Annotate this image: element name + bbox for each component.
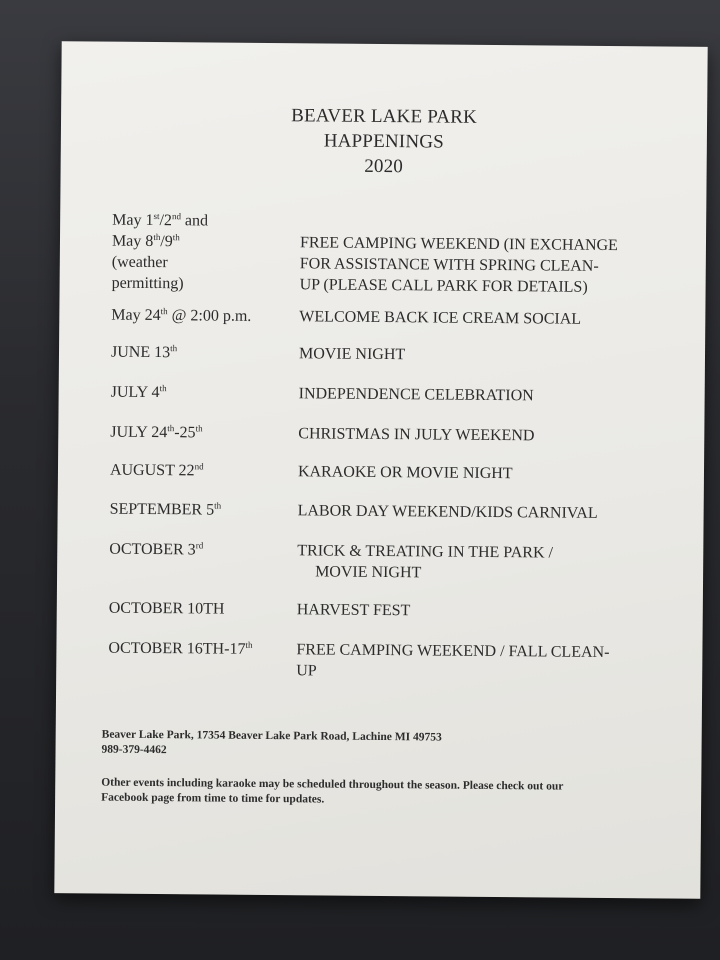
event-date: OCTOBER 3rd (109, 540, 204, 559)
event-name: MOVIE NIGHT (298, 345, 406, 364)
footer-note (101, 776, 661, 811)
event-date: May 24th @ 2:00 p.m. (111, 306, 252, 325)
event-row (58, 498, 704, 522)
event-line: FREE CAMPING WEEKEND (IN EXCHANGE (299, 234, 618, 255)
flyer-title (61, 101, 708, 182)
title-year: 2020 (364, 155, 404, 178)
event-row (59, 381, 705, 405)
title-happenings: HAPPENINGS (323, 130, 445, 153)
event-name (297, 540, 553, 584)
event-date: JULY 4th (110, 383, 167, 402)
event-name (296, 639, 609, 684)
event-line: UP (296, 662, 317, 680)
event-row (57, 538, 703, 582)
event-name: KARAOKE OR MOVIE NIGHT (297, 463, 513, 483)
event-date: OCTOBER 10TH (108, 599, 225, 618)
event-row (59, 341, 705, 364)
park-address: Beaver Lake Park, 17354 Beaver Lake Park Road, Lachine MI 49753 (101, 728, 442, 744)
event-line: UP (PLEASE CALL PARK FOR DETAILS) (299, 276, 588, 296)
note-line: Facebook page from time to time for updates. (101, 791, 325, 806)
date-line: permitting) (111, 274, 184, 293)
event-date: JULY 24th-25th (110, 423, 203, 442)
note-line: Other events including karaoke may be scheduled throughout the season. Please check out our (101, 776, 564, 793)
date-line: May 1st/2nd and (112, 211, 209, 230)
title-park-name: BEAVER LAKE PARK (291, 105, 478, 128)
park-phone: 989-379-4462 (101, 743, 167, 757)
event-name: CHRISTMAS IN JULY WEEKEND (298, 425, 535, 445)
event-name: WELCOME BACK ICE CREAM SOCIAL (299, 308, 582, 328)
event-date: SEPTEMBER 5th (109, 500, 222, 519)
date-line: May 8th/9th (111, 232, 180, 251)
event-name (300, 232, 618, 298)
event-row (57, 637, 703, 680)
event-line: FOR ASSISTANCE WITH SPRING CLEAN- (299, 255, 599, 275)
event-row (57, 597, 703, 620)
contact-info (101, 728, 661, 763)
date-line: (weather (111, 253, 168, 272)
event-row (59, 304, 705, 328)
event-name: HARVEST FEST (296, 601, 411, 620)
event-date: AUGUST 22nd (109, 461, 204, 480)
event-date (112, 210, 209, 295)
event-row (58, 459, 704, 483)
event-line: FREE CAMPING WEEKEND / FALL CLEAN- (296, 641, 610, 662)
event-line: TRICK & TREATING IN THE PARK / (297, 542, 554, 562)
event-date: JUNE 13th (110, 343, 178, 362)
event-line: MOVIE NIGHT (315, 563, 422, 582)
event-name: LABOR DAY WEEKEND/KIDS CARNIVAL (297, 502, 598, 522)
flyer-page (54, 41, 707, 899)
event-row (60, 209, 706, 296)
event-date: OCTOBER 16TH-17th (108, 639, 253, 658)
event-name: INDEPENDENCE CELEBRATION (298, 385, 534, 405)
event-row (58, 421, 704, 445)
